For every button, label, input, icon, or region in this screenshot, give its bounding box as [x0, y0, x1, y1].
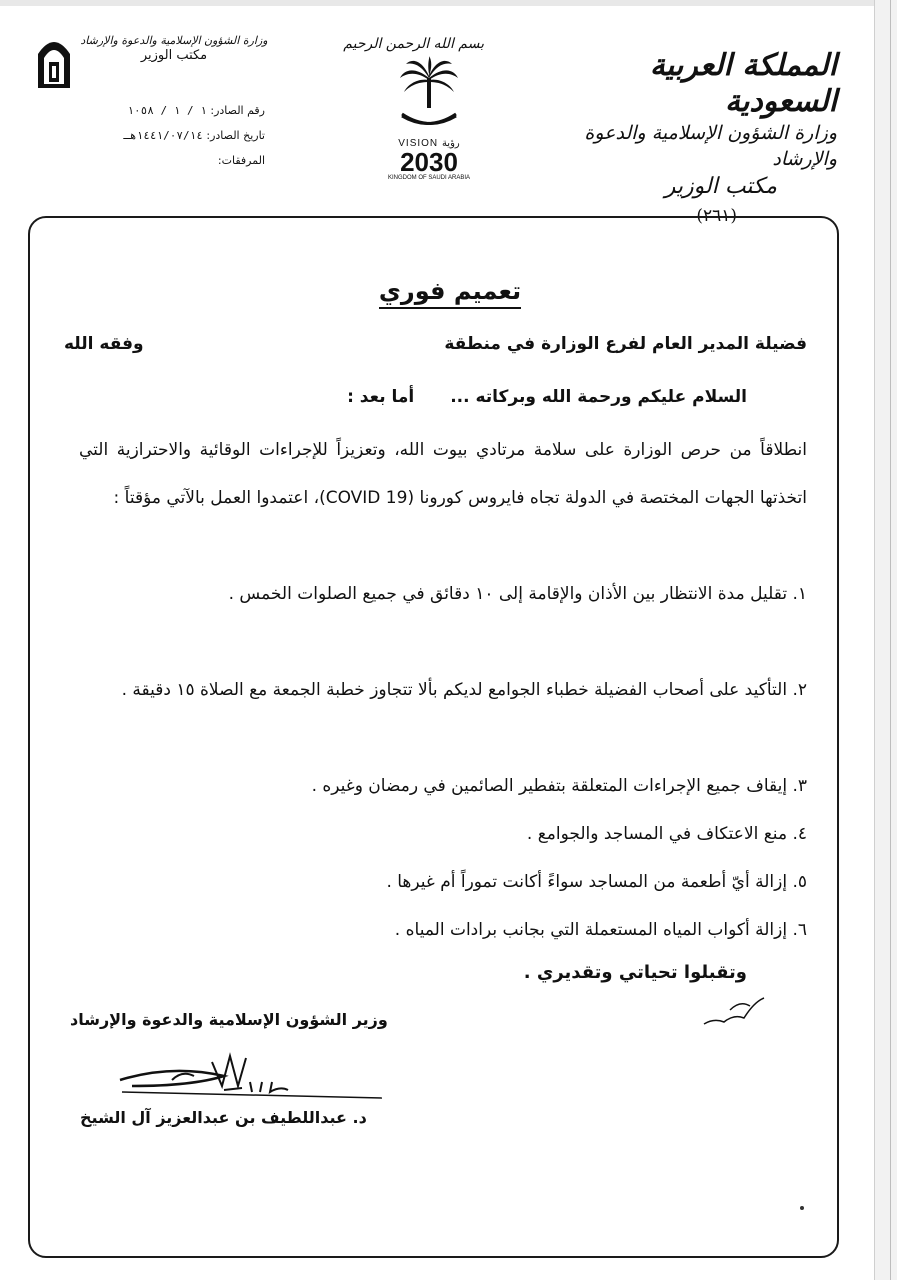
addressee: فضيلة المدير العام لفرع الوزارة في منطقة — [444, 334, 807, 354]
list-item: ٥. إزالة أيّ أطعمة من المساجد سواءً أكانت تموراً أم غيرها . — [386, 872, 807, 892]
list-item: ٢. التأكيد على أصحاب الفضيلة خطباء الجوامع لديكم بألا تتجاوز خطبة الجمعة مع الصلاة ١٥ دقيقة . — [121, 680, 807, 700]
page-edge-line — [890, 0, 891, 1280]
list-item: ١. تقليل مدة الانتظار بين الأذان والإقامة إلى ١٠ دقائق في جميع الصلوات الخمس . — [228, 584, 807, 604]
document-meta — [65, 98, 265, 173]
list-item: ٦. إزالة أكواب المياه المستعملة التي بجانب برادات المياه . — [394, 920, 807, 940]
ministry-name-small: وزارة الشؤون الإسلامية والدعوة والإرشاد — [80, 34, 268, 47]
outgoing-number: رقم الصادر: ١ / ١ / ١٠٥٨ — [127, 104, 265, 117]
saudi-emblem-icon — [394, 56, 464, 136]
kingdom-english: KINGDOM OF SAUDI ARABIA — [387, 175, 470, 181]
addressee-suffix: وفقه الله — [64, 334, 144, 354]
closing-line: وتقبلوا تحياتي وتقديري . — [523, 962, 747, 983]
initials-signature-icon — [700, 992, 770, 1032]
scan-dot — [800, 1206, 804, 1210]
attachments: المرفقات: — [217, 154, 265, 167]
minister-signature-icon — [112, 1052, 392, 1104]
page-right-margin — [874, 0, 897, 1280]
signatory-title: وزير الشؤون الإسلامية والدعوة والإرشاد — [70, 1010, 388, 1029]
list-item: ٤. منع الاعتكاف في المساجد والجوامع . — [526, 824, 807, 844]
letterhead-center — [343, 36, 484, 181]
basmala: بسم الله الرحمن الرحيم — [343, 36, 484, 52]
letterhead-left — [74, 34, 274, 63]
vision-year: 2030 — [400, 147, 458, 177]
greeting: السلام عليكم ورحمة الله وبركاته ... أما بعد : — [347, 387, 747, 407]
ministry-logo-icon — [36, 36, 72, 90]
vision-label: VISION رؤية — [398, 138, 460, 149]
list-item: ٣. إيقاف جميع الإجراءات المتعلقة بتفطير الصائمين في رمضان وغيره . — [311, 776, 807, 796]
office-code: (٢٦١) — [696, 206, 737, 226]
outgoing-date: تاريخ الصادر: ١٤٤١/٠٧/١٤هـ — [123, 129, 265, 142]
kingdom-name: المملكة العربية السعودية — [649, 48, 837, 119]
ministry-name: وزارة الشؤون الإسلامية والدعوة والإرشاد — [584, 122, 837, 170]
letter-title: تعميم فوري — [300, 277, 600, 305]
minister-office: مكتب الوزير — [664, 174, 777, 199]
top-scan-strip — [0, 0, 897, 6]
signatory-name: د. عبداللطيف بن عبدالعزيز آل الشيخ — [80, 1108, 367, 1127]
letterhead-right — [567, 48, 837, 226]
intro-paragraph: انطلاقاً من حرص الوزارة على سلامة مرتادي بيوت الله، وتعزيزاً للإجراءات الوقائية والاحترازية التي اتخذتها الجهات المختصة في الدولة تجاه فايروس كورونا (COVID 19)، اعتمدوا العمل بالآتي مؤقتاً : — [79, 440, 807, 508]
minister-office-small: مكتب الوزير — [140, 48, 208, 63]
